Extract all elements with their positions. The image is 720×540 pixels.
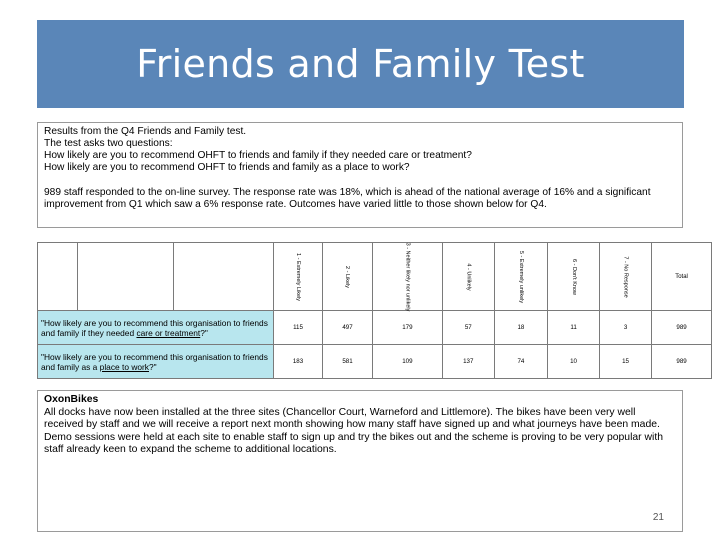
table-cell: 15 [600, 345, 652, 379]
table-row [38, 345, 712, 379]
table-cell: 109 [373, 345, 443, 379]
table-cell: 115 [274, 311, 323, 345]
title-banner [37, 20, 684, 108]
table-cell: 137 [442, 345, 494, 379]
intro-line: How likely are you to recommend OHFT to friends and family if they needed care or treatment? [44, 150, 472, 161]
intro-line: How likely are you to recommend OHFT to friends and family as a place to work? [44, 162, 410, 173]
header-no-response: 7 - No Response [600, 243, 652, 311]
table-cell-total: 989 [652, 311, 712, 345]
table-cell: 11 [548, 311, 600, 345]
table-cell: 497 [323, 311, 373, 345]
page-title: Friends and Family Test [136, 42, 585, 86]
page-number: 21 [652, 512, 664, 523]
header-extremely-unlikely: 5 - Extremely unlikely [494, 243, 547, 311]
header-extremely-likely: 1 - Extremely Likely [274, 243, 323, 311]
table-cell: 581 [323, 345, 373, 379]
header-empty [38, 243, 78, 311]
table-cell: 183 [274, 345, 323, 379]
intro-text-box [37, 122, 683, 228]
response-rate-paragraph: 989 staff responded to the on-line survey. The response rate was 18%, which is ahead of the national average of 16% and a significant improvement from Q1 which saw a 6% response rate. Outcomes have varied little to those shown below for Q4. [44, 187, 651, 210]
table-cell-total: 989 [652, 345, 712, 379]
table-cell: 74 [494, 345, 547, 379]
header-empty [78, 243, 174, 311]
header-dont-know: 6 - Don't Know [548, 243, 600, 311]
row-label-care: "How likely are you to recommend this organisation to friends and family if they needed care or treatment?" [38, 311, 274, 345]
survey-results-table [37, 242, 712, 379]
intro-line: The test asks two questions: [44, 138, 173, 149]
table-header-row [38, 243, 712, 311]
oxonbikes-title: OxonBikes [44, 394, 99, 405]
table-cell: 18 [494, 311, 547, 345]
table-cell: 10 [548, 345, 600, 379]
header-total: Total [652, 243, 712, 311]
header-empty [174, 243, 274, 311]
table-row [38, 311, 712, 345]
header-neither: 3 - Neither likely nor unlikely [373, 243, 443, 311]
table-cell: 57 [442, 311, 494, 345]
header-unlikely: 4 - Unlikely [442, 243, 494, 311]
row-label-work: "How likely are you to recommend this organisation to friends and family as a place to work?" [38, 345, 274, 379]
header-likely: 2 - Likely [323, 243, 373, 311]
oxonbikes-body: All docks have now been installed at the three sites (Chancellor Court, Warneford and Littlemore). The bikes have been very well received by staff and we will receive a report next month showing how many staff have signed up and what journeys have been made. Demo sessions were held at each site to enable staff to sign up and try the bikes out and the scheme is proving to be very popular with staff already keen to expand the scheme to additional locations. [44, 406, 663, 455]
intro-line: Results from the Q4 Friends and Family test. [44, 126, 247, 137]
table-cell: 3 [600, 311, 652, 345]
table-cell: 179 [373, 311, 443, 345]
oxonbikes-text-box [37, 390, 683, 532]
